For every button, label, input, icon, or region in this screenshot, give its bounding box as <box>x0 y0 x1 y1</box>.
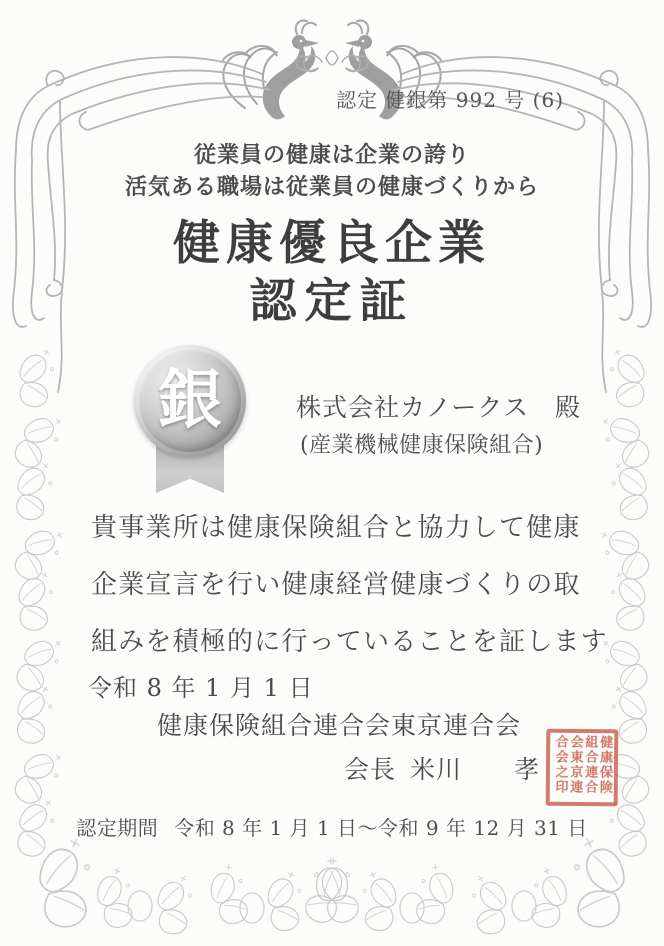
medal-rank-label: 銀 <box>158 363 222 438</box>
certificate-title-line-1: 健康優良企業 <box>173 216 491 271</box>
medal-circle-icon <box>134 345 246 457</box>
seal-text-column: 組合連合 <box>581 735 598 796</box>
recipient-organization: (産業機械健康保険組合) <box>300 433 544 458</box>
motto-line-2: 活気ある職場は従業員の健康づくりから <box>124 174 539 200</box>
red-seal-stamp <box>546 729 619 807</box>
issuer-organization: 健康保険組合連合会東京連合会 <box>157 711 522 740</box>
certificate-body <box>91 500 608 671</box>
body-line-2: 企業宣言を行い健康経営健康づくりの取 <box>91 570 581 600</box>
vine-border-left <box>11 349 64 857</box>
issue-date: 令和 8 年 1 月 1 日 <box>88 674 314 702</box>
signer-name: 米川 孝 <box>410 755 541 784</box>
period-label: 認定期間 <box>76 816 159 840</box>
signer-title: 会長 <box>344 755 397 784</box>
signer-line <box>344 750 540 786</box>
recipient-name: 株式会社カノークス 殿 <box>296 393 582 422</box>
certificate-number: 認定 健銀第 992 号 (6) <box>336 88 564 112</box>
period-value: 令和 8 年 1 月 1 日～令和 9 年 12 月 31 日 <box>174 816 588 840</box>
motto-line-1: 従業員の健康は企業の誇り <box>193 142 470 168</box>
certification-period <box>0 812 664 841</box>
seal-text-column: 合会之印 <box>552 734 568 795</box>
silver-medal-badge <box>134 345 246 493</box>
seal-text-column: 会東京連 <box>567 734 583 796</box>
seal-text-column: 健康保険 <box>596 735 613 796</box>
body-line-3: 組みを積極的に行っていることを証します <box>91 627 608 657</box>
body-line-1: 貴事業所は健康保険組合と協力して健康 <box>91 513 581 543</box>
certificate-title-line-2: 認定証 <box>249 274 415 329</box>
